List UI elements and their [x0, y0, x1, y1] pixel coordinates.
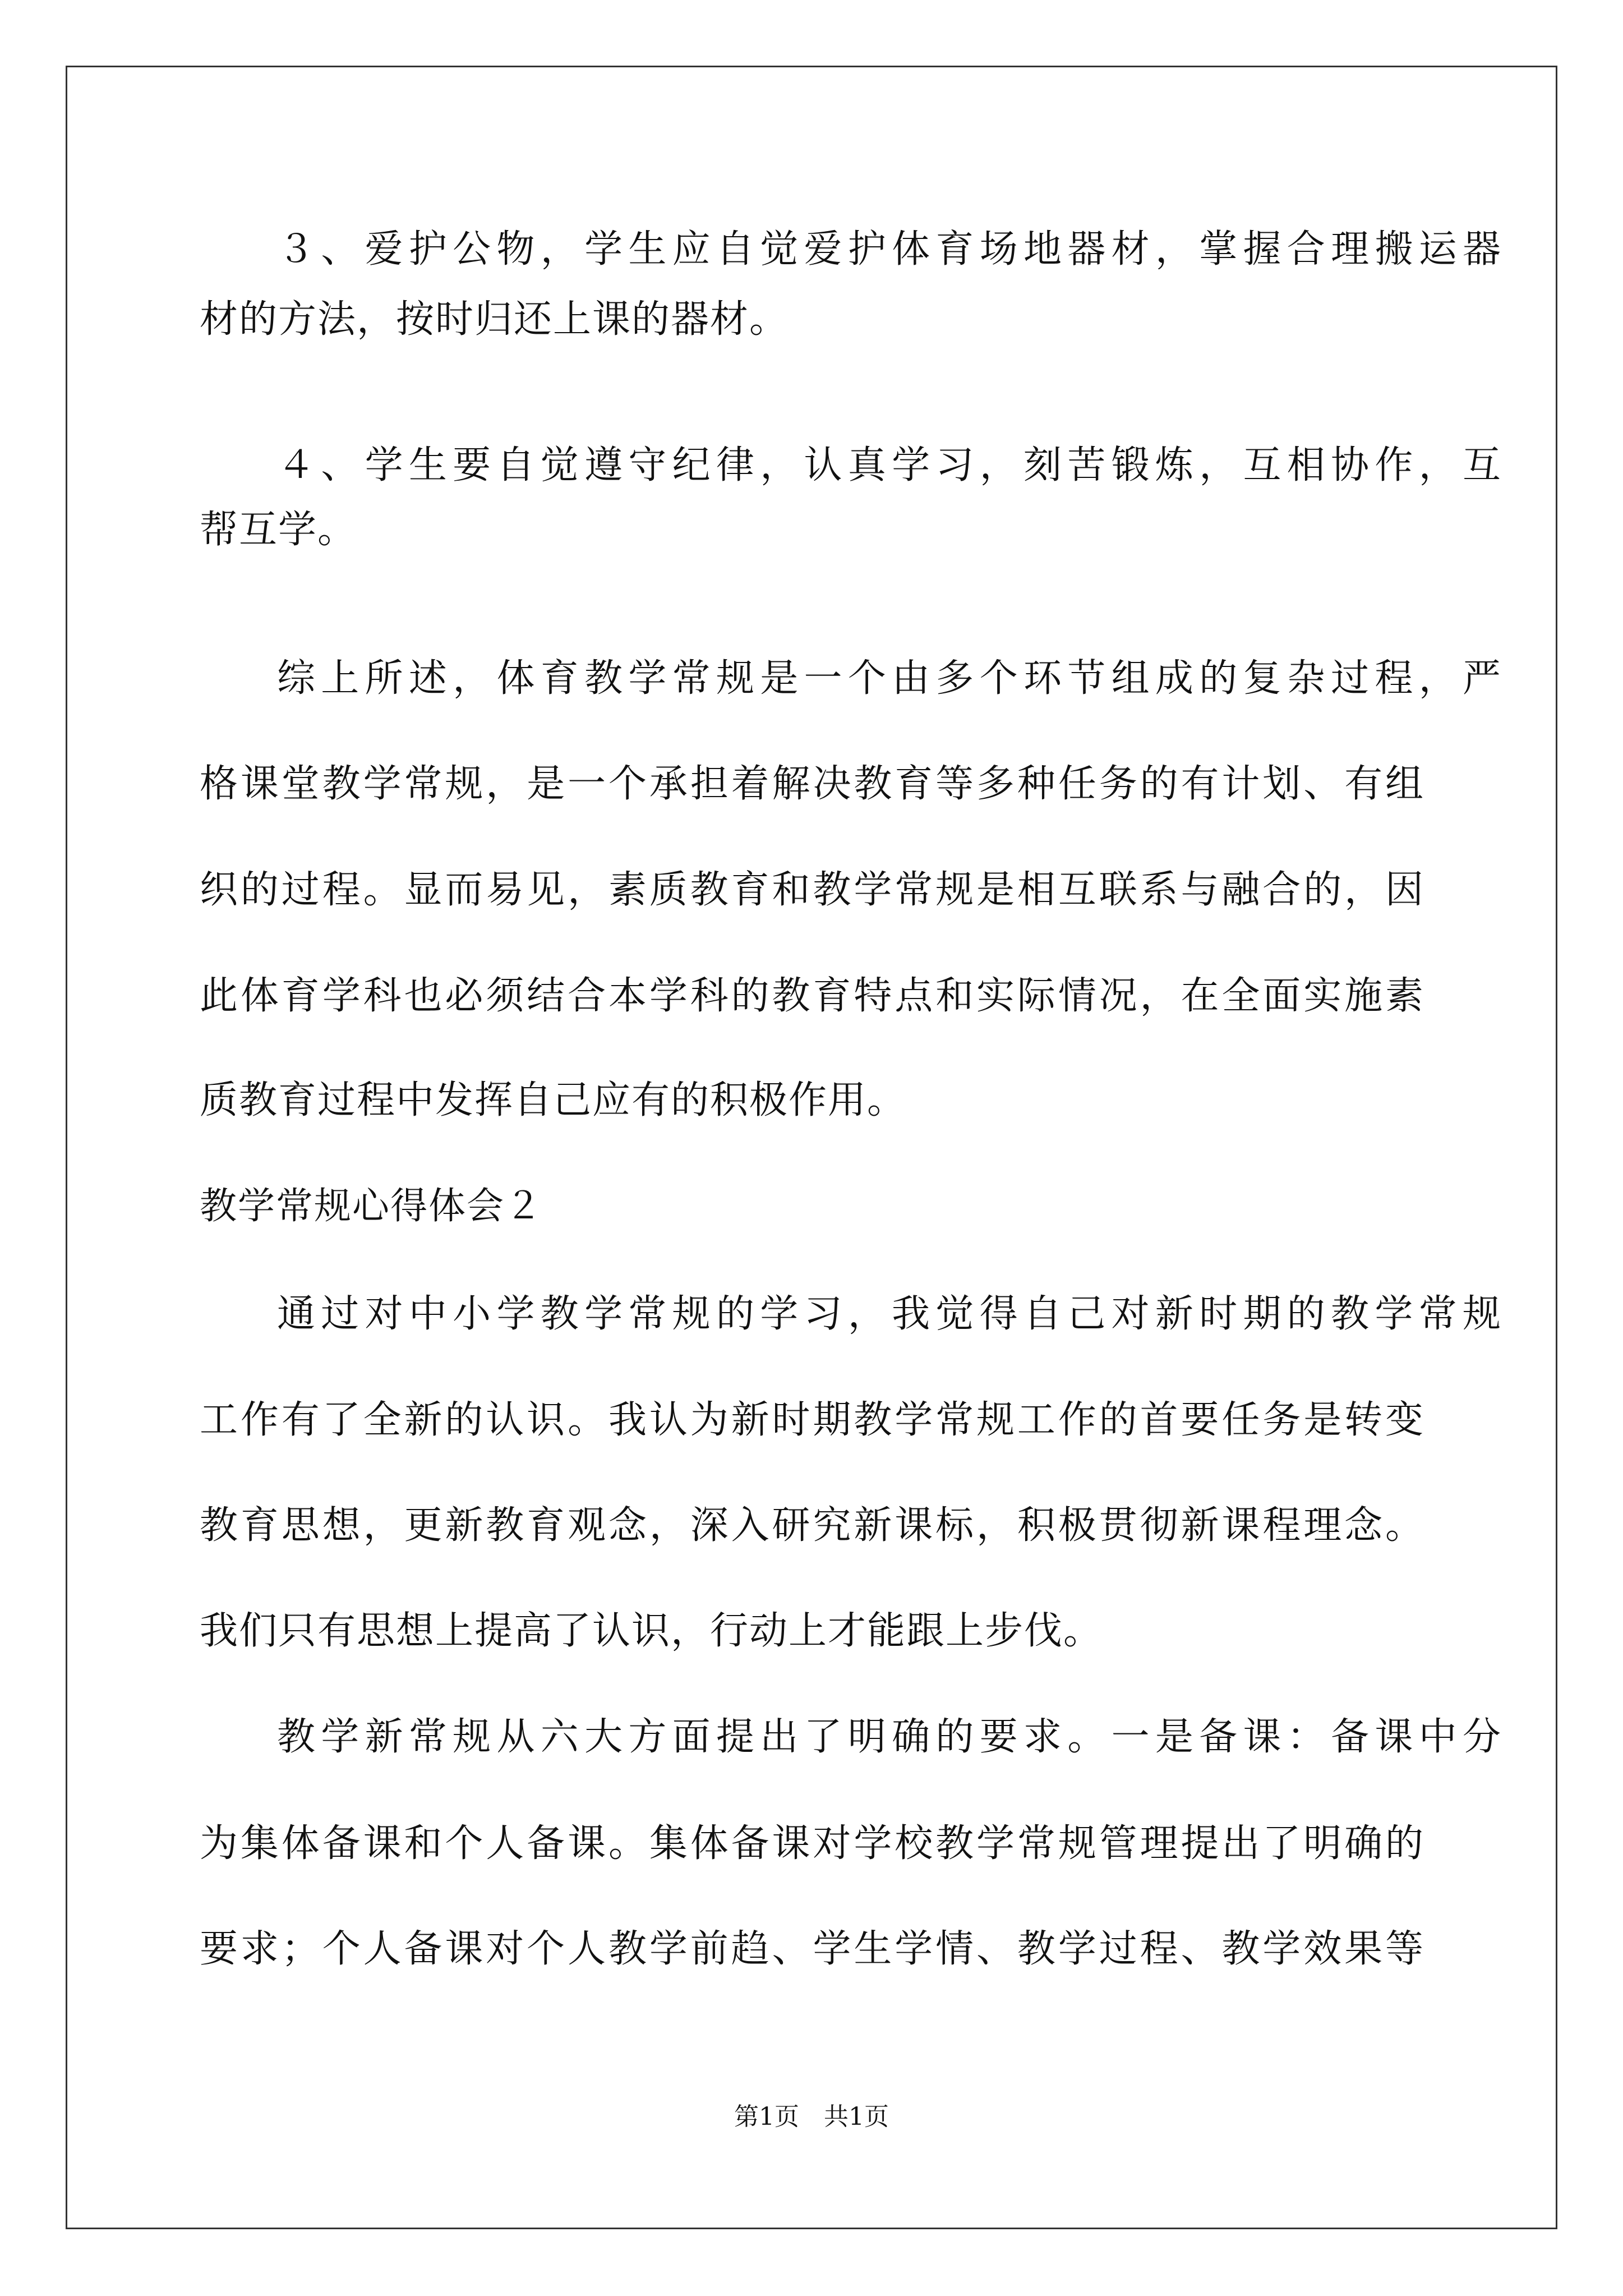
paragraph-line: 教学新常规从六大方面提出了明确的要求。一是备课：备课中分	[277, 1715, 1502, 1759]
paragraph-line: 综上所述，体育教学常规是一个由多个环节组成的复杂过程，严	[277, 656, 1502, 701]
paragraph-line: 质教育过程中发挥自己应有的积极作用。	[200, 1078, 907, 1122]
paragraph-line: 为集体备课和个人备课。集体备课对学校教学常规管理提出了明确的	[200, 1821, 1424, 1866]
paragraph-line: 格课堂教学常规，是一个承担着解决教育等多种任务的有计划、有组	[200, 762, 1424, 806]
section-heading: 教学常规心得体会２	[200, 1184, 543, 1227]
paragraph-line: 材的方法，按时归还上课的器材。	[200, 297, 789, 342]
paragraph-line: 织的过程。显而易见，素质教育和教学常规是相互联系与融合的，因	[200, 868, 1424, 912]
paragraph-line: 此体育学科也必须结合本学科的教育特点和实际情况，在全面实施素	[200, 974, 1424, 1018]
paragraph-line: 帮互学。	[200, 508, 357, 552]
page-number-footer: 第1页 共1页	[734, 2102, 889, 2131]
paragraph-line: ４、学生要自觉遵守纪律，认真学习，刻苦锻炼，互相协作，互	[277, 443, 1502, 487]
paragraph-line: 教育思想，更新教育观念，深入研究新课标，积极贯彻新课程理念。	[200, 1503, 1424, 1548]
paragraph-line: ３、爱护公物，学生应自觉爱护体育场地器材，掌握合理搬运器	[277, 227, 1502, 272]
paragraph-line: 要求；个人备课对个人教学前趋、学生学情、教学过程、教学效果等	[200, 1927, 1424, 1971]
paragraph-line: 通过对中小学教学常规的学习，我觉得自己对新时期的教学常规	[277, 1292, 1502, 1336]
paragraph-line: 工作有了全新的认识。我认为新时期教学常规工作的首要任务是转变	[200, 1398, 1424, 1442]
page-border	[66, 66, 1557, 2229]
paragraph-line: 我们只有思想上提高了认识，行动上才能跟上步伐。	[200, 1609, 1103, 1653]
